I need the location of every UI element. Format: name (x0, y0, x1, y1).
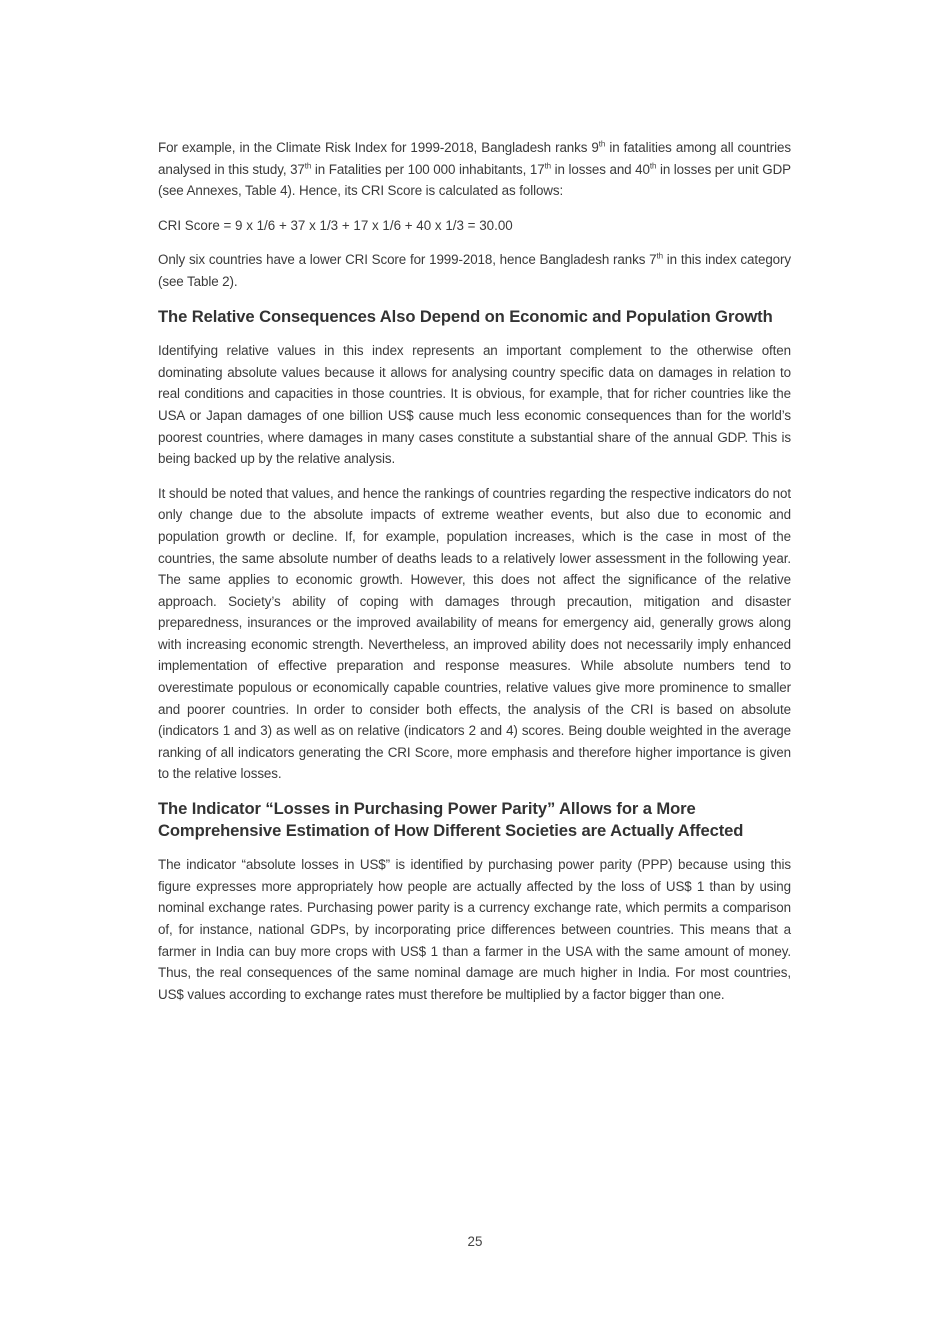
superscript-th: th (649, 161, 657, 171)
text-run: in losses per unit GDP (see Annexes, Table 4). Hence, its CRI Score is calculated as follows: (158, 161, 791, 199)
text-run: Only six countries have a lower CRI Score for 1999-2018, hence Bangladesh ranks 7 (158, 252, 657, 268)
cri-score-formula: CRI Score = 9 x 1/6 + 37 x 1/3 + 17 x 1/6 + 40 x 1/3 = 30.00 (158, 217, 513, 233)
paragraph-rankings-change: It should be noted that values, and hence the rankings of countries regarding the respective indicators do not only change due to the absolute impacts of extreme weather events, but also due to economic and population growth or decline. If, for example, population increases, which is the case in most of the countries, the same absolute number of deaths leads to a relatively lower assessment in the following year. The same applies to economic growth. However, this does not affect the significance of the relative approach. Society’s ability of coping with damages through precaution, mitigation and disaster preparedness, insurances or the improved availability of means for emergency aid, generally grows along with increasing economic strength. Nevertheless, an improved ability does not necessarily imply enhanced implementation of effective preparation and response measures. While absolute numbers tend to overestimate populous or economically capable countries, relative values give more prominence to smaller and poorer countries. In order to consider both effects, the analysis of the CRI is based on absolute (indicators 1 and 3) as well as on relative (indicators 2 and 4) scores. Being double weighted in the average ranking of all indicators generating the CRI Score, more emphasis and therefore higher importance is given to the relative losses. (158, 485, 791, 782)
section-heading-ppp-indicator: The Indicator “Losses in Purchasing Power Parity” Allows for a More Comprehensive Estimation of How Different Societies are Actually Affected (158, 799, 744, 840)
text-run: in this index category (see Table 2). (158, 252, 791, 289)
superscript-th: th (598, 139, 606, 149)
paragraph-bangladesh-rank (158, 249, 791, 292)
section-heading-relative-consequences: The Relative Consequences Also Depend on Economic and Population Growth (158, 306, 773, 326)
text-run: in fatalities among all countries analysed in this study, 37 (158, 140, 791, 177)
page-content (158, 137, 791, 1018)
text-run: in Fatalities per 100 000 inhabitants, 17 (311, 161, 545, 177)
superscript-th: th (544, 161, 552, 171)
paragraph-relative-values: Identifying relative values in this index represents an important complement to the otherwise often dominating absolute values because it allows for analysing country specific data on damages in relation to real conditions and capacities in those countries. It is obvious, for example, that for richer countries like the USA or Japan damages of one billion US$ cause much less economic consequences than for the world’s poorest countries, where damages in many cases constitute a substantial share of the annual GDP. This is being backed up by the relative analysis. (158, 343, 791, 467)
paragraph-bangladesh-example (158, 137, 791, 202)
text-run: in losses and 40 (551, 161, 650, 177)
text-run: For example, in the Climate Risk Index for 1999-2018, Bangladesh ranks 9 (158, 140, 599, 155)
superscript-th: th (304, 161, 312, 171)
page-number: 25 (467, 1234, 483, 1249)
paragraph-ppp: The indicator “absolute losses in US$” is identified by purchasing power parity (PPP) because using this figure expresses more appropriately how people are actually affected by the loss of US$ 1 than by using nominal exchange rates. Purchasing power parity is a currency exchange rate, which permits a comparison of, for instance, national GDPs, by incorporating price differences between countries. This means that a farmer in India can buy more crops with US$ 1 than a farmer in the USA with the same amount of money. Thus, the real consequences of the same nominal damage are much higher in India. For most countries, US$ values according to exchange rates must therefore be multiplied by a factor bigger than one. (158, 857, 791, 1002)
superscript-th: th (656, 251, 663, 261)
